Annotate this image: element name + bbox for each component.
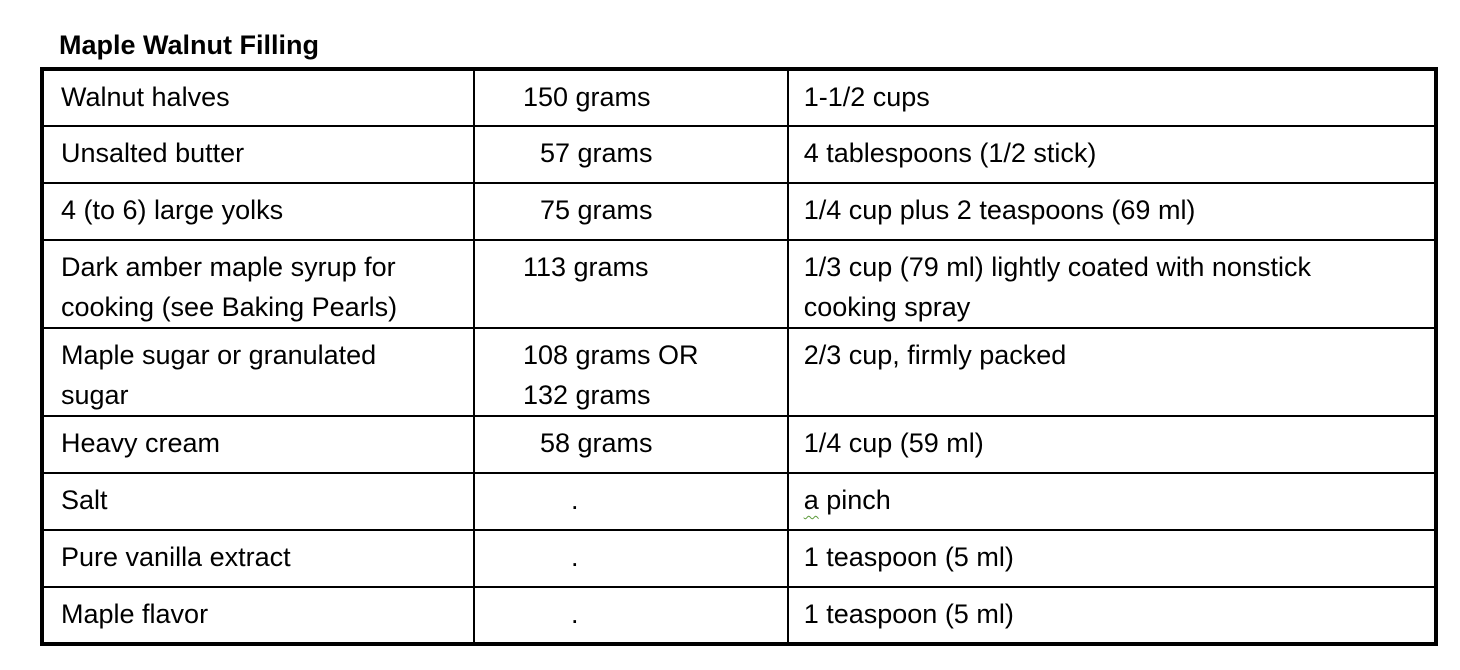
grams-cell — [474, 126, 788, 183]
measure-cell: 1/4 cup plus 2 teaspoons (69 ml) — [788, 183, 1436, 240]
grams-cell — [474, 328, 788, 416]
measure-cell — [788, 240, 1436, 328]
grams-line: 108 grams OR — [522, 340, 699, 370]
measure-line: 1/3 cup (79 ml) lightly coated with nonstick — [803, 252, 1311, 282]
table-row — [42, 530, 1436, 587]
ingredient-cell: Maple flavor — [42, 587, 474, 644]
grams-cell — [474, 183, 788, 240]
measure-cell: 1/4 cup (59 ml) — [788, 416, 1436, 473]
measure-cell: 1 teaspoon (5 ml) — [788, 530, 1436, 587]
measure-text: pinch — [818, 485, 891, 515]
table-row — [42, 126, 1436, 183]
ingredient-cell: 4 (to 6) large yolks — [42, 183, 474, 240]
measure-line: cooking spray — [803, 292, 971, 322]
measure-cell — [788, 473, 1436, 530]
table-row — [42, 587, 1436, 644]
table-row — [42, 183, 1436, 240]
grams-value: 113 grams — [522, 252, 649, 282]
ingredient-cell — [42, 240, 474, 328]
ingredient-line: cooking (see Baking Pearls) — [61, 292, 398, 322]
spellcheck-word: a — [803, 485, 819, 515]
ingredients-table — [40, 67, 1438, 646]
ingredient-line: sugar — [61, 380, 129, 410]
measure-cell: 2/3 cup, firmly packed — [788, 328, 1436, 416]
table-row — [42, 416, 1436, 473]
table-row — [42, 328, 1436, 416]
ingredient-cell: Pure vanilla extract — [42, 530, 474, 587]
grams-cell: . — [474, 587, 788, 644]
grams-cell: . — [474, 530, 788, 587]
measure-cell: 1 teaspoon (5 ml) — [788, 587, 1436, 644]
measure-cell: 1-1/2 cups — [788, 69, 1436, 126]
measure-cell: 4 tablespoons (1/2 stick) — [788, 126, 1436, 183]
grams-cell — [474, 416, 788, 473]
ingredient-cell: Heavy cream — [42, 416, 474, 473]
grams-value: 58 grams — [539, 428, 653, 458]
document-title: Maple Walnut Filling — [59, 30, 319, 60]
ingredient-line: Dark amber maple syrup for — [61, 252, 396, 282]
grams-value: 150 grams — [522, 82, 651, 112]
grams-cell: . — [474, 473, 788, 530]
ingredient-cell: Walnut halves — [42, 69, 474, 126]
table-row — [42, 473, 1436, 530]
grams-cell — [474, 240, 788, 328]
ingredient-line: Maple sugar or granulated — [61, 340, 377, 370]
grams-cell — [474, 69, 788, 126]
ingredient-cell — [42, 328, 474, 416]
table-row — [42, 69, 1436, 126]
ingredient-cell: Unsalted butter — [42, 126, 474, 183]
grams-line: 132 grams — [522, 380, 651, 410]
grams-value: 57 grams — [539, 138, 653, 168]
table-row — [42, 240, 1436, 328]
grams-value: 75 grams — [539, 195, 653, 225]
ingredient-cell: Salt — [42, 473, 474, 530]
